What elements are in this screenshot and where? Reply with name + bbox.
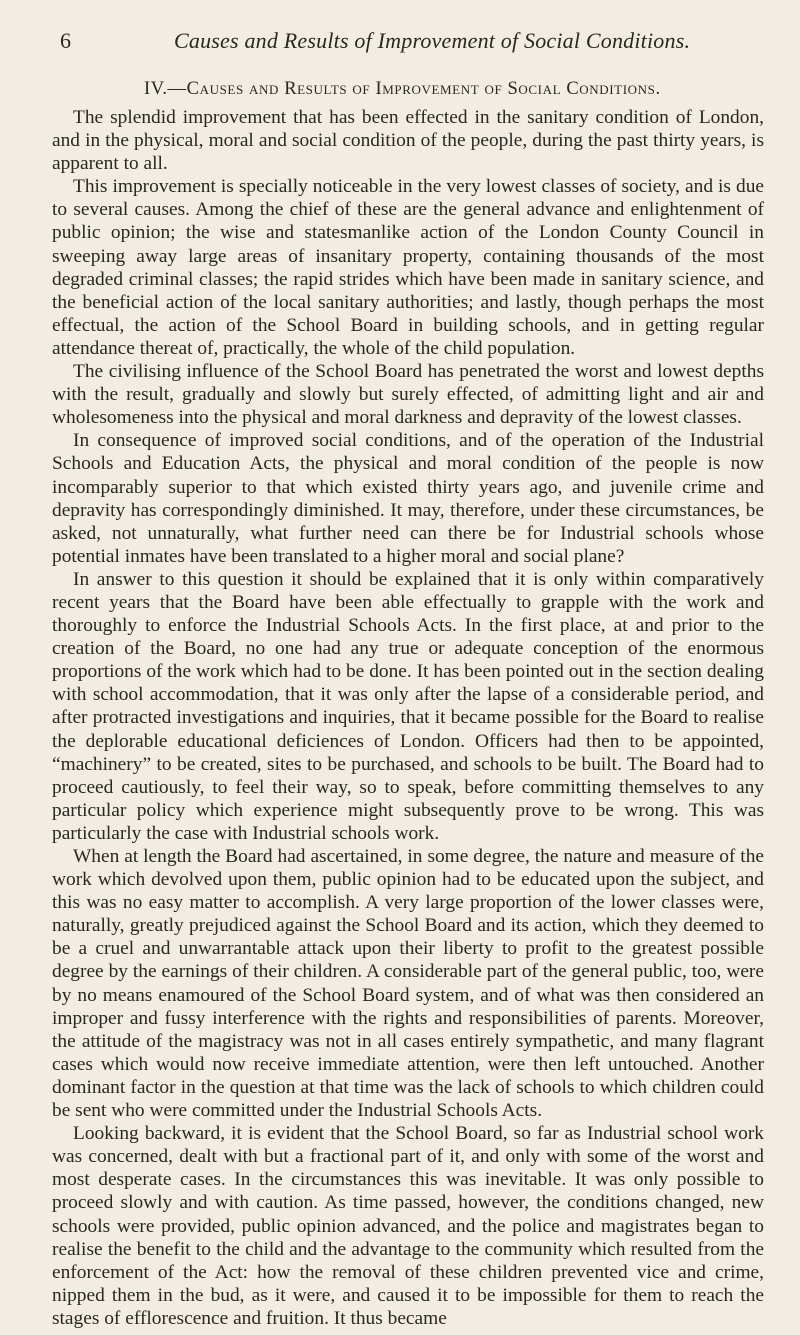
paragraph: This improvement is specially noticeable in the very lowest classes of society, and is due to several causes. Among the chief of these are the general advance and enlightenment of public opinion; the wise and statesmanlike action of the London County Council in sweeping away large areas of insanitary property, containing thousands of the most degraded criminal classes; the rapid strides which have been made in sanitary science, and the beneficial action of the local sanitary authorities; and lastly, though perhaps the most effectual, the action of the School Board in building schools, and in getting regular attendance thereat of, practically, the whole of the child population. [52,176,764,359]
paragraph: In consequence of improved social conditions, and of the operation of the Industrial Schools and Education Acts, the physical and moral condition of the people is now incomparably superior to that which existed thirty years ago, and juvenile crime and depravity has correspondingly diminished. It may, therefore, under these circumstances, be asked, not unnaturally, what further need can there be for Industrial schools whose potential inmates have been translated to a higher moral and social plane? [52,430,764,567]
paragraph: The civilising influence of the School Board has penetrated the worst and lowest depths with the result, gradually and slowly but surely effected, of admitting light and air and wholesomeness into the physical and moral darkness and depravity of the lowest classes. [52,361,764,429]
body-text [52,106,764,1330]
paragraph: When at length the Board had ascertained, in some degree, the nature and measure of the work which devolved upon them, public opinion had to be educated upon the subject, and this was no easy matter to accomplish. A very large proportion of the lower classes were, naturally, greatly prejudiced against the School Board and its action, which they deemed to be a cruel and unwarrantable attack upon their liberty to profit to the greatest possible degree by the earnings of their children. A considerable part of the general public, too, were by no means enamoured of the School Board system, and of what was then considered an improper and fussy interference with the rights and responsibilities of parents. Moreover, the attitude of the magistracy was not in all cases entirely sympathetic, and many flagrant cases which would now receive immediate attention, were then left untouched. Another dominant factor in the question at that time was the lack of schools to which children could be sent who were committed under the Industrial Schools Acts. [52,846,764,1122]
paragraph: Looking backward, it is evident that the School Board, so far as Industrial school work was concerned, dealt with but a fractional part of it, and only with some of the worst and most desperate cases. In the circumstances this was inevitable. It was only possible to proceed slowly and with caution. As time passed, however, the conditions changed, new schools were provided, public opinion advanced, and the police and magistrates began to realise the benefit to the child and the advantage to the community which resulted from the enforcement of the Act: how the removal of these children prevented vice and crime, nipped them in the bud, as it were, and caused it to be impossible for them to reach the stages of efflorescence and fruition. It thus became [52,1123,764,1329]
paragraph: The splendid improvement that has been effected in the sanitary condition of London, and in the physical, moral and social condition of the people, during the past thirty years, is apparent to all. [52,107,764,175]
page-number: 6 [60,28,71,53]
running-title: Causes and Results of Improvement of Social Conditions. [174,28,691,53]
paragraph: In answer to this question it should be explained that it is only within comparatively recent years that the Board have been able effectually to grapple with the work and thoroughly to enforce the Industrial Schools Acts. In the first place, at and prior to the creation of the Board, no one had any true or adequate conception of the enormous proportions of the work which had to be done. It has been pointed out in the section dealing with school accommodation, that it was only after the lapse of a considerable period, and after protracted investigations and inquiries, that it became possible for the Board to realise the deplorable educational deficiences of London. Officers had then to be appointed, “machinery” to be created, sites to be purchased, and schools to be built. The Board had to proceed cautiously, to feel their way, so to speak, before committing themselves to any particular policy which experience might subsequently prove to be wrong. This was particularly the case with Industrial schools work. [52,568,764,844]
section-heading: IV.—Causes and Results of Improvement of Social Conditions. [144,79,661,99]
book-page [52,26,764,1330]
running-head [52,26,764,56]
